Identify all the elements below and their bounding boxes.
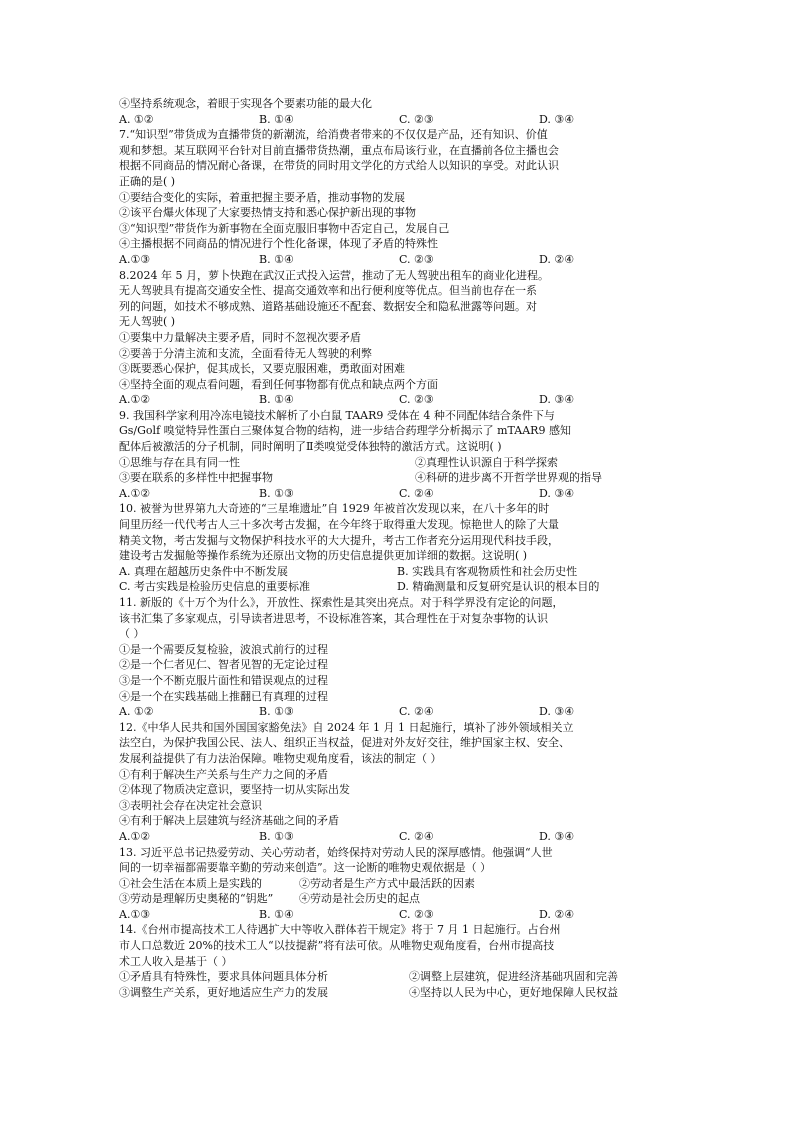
q13-options bbox=[119, 907, 679, 923]
q11-statement-4: ④是一个在实践基础上推翻已有真理的过程 bbox=[119, 689, 328, 703]
q7-stem-line-3: 根据不同商品的情况耐心备课，在带货的同时用文学化的方式给人以知识的享受。对此认识 bbox=[119, 159, 559, 173]
q7-stem-line-1: 7.“知识型”带货成为直播带货的新潮流，给消费者带来的不仅仅是产品，还有知识、价值 bbox=[119, 128, 548, 142]
q9-statement-3: ③要在联系的多样性中把握事物 bbox=[119, 471, 273, 485]
q11-statement-3: ③是一个不断克服片面性和错误观点的过程 bbox=[119, 673, 328, 687]
q7-option-b[interactable]: B. ①④ bbox=[259, 252, 294, 266]
q14-stem-line-1: 14.《台州市提高技术工人待遇扩大中等收入群体若干规定》将于 7 月 1 日起施行。占台州 bbox=[119, 923, 561, 937]
q14-statements-row-2 bbox=[119, 985, 679, 1001]
q12-statement-3: ③表明社会存在决定社会意识 bbox=[119, 798, 262, 812]
q8-option-a[interactable]: A.①② bbox=[119, 393, 151, 407]
q9-option-d[interactable]: D. ③④ bbox=[539, 486, 575, 500]
q10-stem-line-4: 建设考古发掘舱等操作系统为还原出文物的历史信息提供更加详细的数据。这说明( ) bbox=[119, 549, 528, 563]
q9-option-c[interactable]: C. ②④ bbox=[399, 486, 434, 500]
q8-option-b[interactable]: B. ①④ bbox=[259, 393, 294, 407]
q8-option-c[interactable]: C. ②③ bbox=[399, 393, 434, 407]
q11-statement-2: ②是一个仁者见仁、智者见智的无定论过程 bbox=[119, 658, 328, 672]
q11-stem-line-3: （ ） bbox=[119, 627, 145, 641]
q9-option-b[interactable]: B. ①③ bbox=[259, 486, 294, 500]
q12-option-a[interactable]: A.①② bbox=[119, 829, 151, 843]
q12-options bbox=[119, 829, 679, 845]
q9-options bbox=[119, 486, 679, 502]
q12-option-d[interactable]: D. ③④ bbox=[539, 829, 575, 843]
q11-options bbox=[119, 704, 679, 720]
q9-stem-line-1: 9. 我国科学家利用冷冻电镜技术解析了小白鼠 TAAR9 受体在 4 种不同配体结合条件下与 bbox=[119, 408, 555, 422]
q11-statement-1: ①是一个需要反复检验，波浪式前行的过程 bbox=[119, 642, 328, 656]
q11-option-c[interactable]: C. ②④ bbox=[399, 705, 434, 719]
q10-option-c[interactable]: C. 考古实践是检验历史信息的重要标准 bbox=[119, 580, 311, 594]
q14-statement-4: ④坚持以人民为中心，更好地保障人民权益 bbox=[409, 985, 618, 999]
q8-stem-line-2: 无人驾驶具有提高交通安全性、提高交通效率和出行便利度等优点。但当前也存在一系 bbox=[119, 284, 537, 298]
q11-option-a[interactable]: A. ①② bbox=[119, 705, 154, 719]
q7-statement-2: ②该平台爆火体现了大家要热情支持和悉心保护新出现的事物 bbox=[119, 206, 416, 220]
q11-option-b[interactable]: B. ①③ bbox=[259, 705, 294, 719]
q13-option-a[interactable]: A.①③ bbox=[119, 907, 151, 921]
q9-option-a[interactable]: A.①② bbox=[119, 486, 151, 500]
q13-statement-1: ①社会生活在本质上是实践的 bbox=[119, 876, 262, 890]
q6-option-d[interactable]: D. ③④ bbox=[539, 112, 575, 126]
q12-stem-line-2: 法空白，为保护我国公民、法人、组织正当权益，促进对外友好交往，维护国家主权、安全、 bbox=[119, 736, 570, 750]
q8-stem-line-1: 8.2024 年 5 月，萝卜快跑在武汉正式投入运营，推动了无人驾驶出租车的商业化进程。 bbox=[119, 268, 549, 282]
q13-stem-line-2: 间的一切幸福都需要靠辛勤的劳动来创造”。这一论断的唯物史观依据是（ ） bbox=[119, 861, 492, 875]
q12-statement-4: ④有利于解决上层建筑与经济基础之间的矛盾 bbox=[119, 814, 339, 828]
q7-stem-line-4: 正确的是( ) bbox=[119, 174, 176, 188]
q14-statement-1: ①矛盾具有特殊性，要求具体问题具体分析 bbox=[119, 970, 328, 984]
q8-stem-line-3: 列的问题，如技术不够成熟、道路基础设施还不配套、数据安全和隐私泄露等问题。对 bbox=[119, 299, 537, 313]
q10-stem-line-2: 间里历经一代代考古人三十多次考古发掘，在今年终于取得重大发现。惊艳世人的除了大量 bbox=[119, 518, 559, 532]
q11-stem-line-2: 该书汇集了多家观点，引导读者进思考，不设标准答案，其合理性在于对复杂事物的认识 bbox=[119, 611, 548, 625]
q6-option-a[interactable]: A. ①② bbox=[119, 112, 154, 126]
q6-option-b[interactable]: B. ①④ bbox=[259, 112, 294, 126]
q13-stem-line-1: 13. 习近平总书记热爱劳动、关心劳动者，始终保持对劳动人民的深厚感情。他强调“人世 bbox=[119, 845, 553, 859]
q8-option-d[interactable]: D. ③④ bbox=[539, 393, 575, 407]
q14-statements-row-1 bbox=[119, 969, 679, 985]
q13-statements-row-2 bbox=[119, 891, 679, 907]
q7-option-a[interactable]: A.①③ bbox=[119, 252, 151, 266]
q10-options-row-1 bbox=[119, 564, 679, 580]
q6-options bbox=[119, 112, 679, 128]
q10-option-a[interactable]: A. 真理在超越历史条件中不断发展 bbox=[119, 564, 288, 578]
q11-stem-line-1: 11. 新版的《十万个为什么》，开放性、探索性是其突出亮点。对于科学界没有定论的问题， bbox=[119, 596, 564, 609]
q12-statement-2: ②体现了物质决定意识，要坚持一切从实际出发 bbox=[119, 783, 350, 797]
q10-stem-line-3: 精美文物，考古发掘与文物保护科技水平的大大提升，考古工作者充分运用现代科技手段， bbox=[119, 533, 559, 547]
q8-options bbox=[119, 392, 679, 408]
q8-statement-2: ②要善于分清主流和支流，全面看待无人驾驶的利弊 bbox=[119, 346, 372, 360]
q12-stem-line-3: 发展利益提供了有力法治保障。唯物史观角度看，该法的制定（ ） bbox=[119, 751, 442, 765]
q9-stem-line-3: 配体后被激活的分子机制，同时阐明了Ⅱ类嗅觉受体独特的激活方式。这说明( ) bbox=[119, 440, 502, 454]
q6-option-c[interactable]: C. ②③ bbox=[399, 112, 434, 126]
q7-option-d[interactable]: D. ②④ bbox=[539, 252, 575, 266]
q13-option-c[interactable]: C. ②③ bbox=[399, 907, 434, 921]
q8-statement-3: ③既要悉心保护，促其成长，又要克服困难，勇敢面对困难 bbox=[119, 362, 405, 376]
q7-statement-3: ③“知识型”带货作为新事物在全面克服旧事物中否定自己，发展自己 bbox=[119, 221, 450, 235]
q9-statements-row-2 bbox=[119, 470, 679, 486]
q12-statement-1: ①有利于解决生产关系与生产力之间的矛盾 bbox=[119, 767, 328, 781]
q13-option-b[interactable]: B. ①④ bbox=[259, 907, 294, 921]
q7-statement-1: ①要结合变化的实际，着重把握主要矛盾，推动事物的发展 bbox=[119, 190, 405, 204]
q14-stem-line-2: 市人口总数近 20%的技术工人“以技提薪”将有法可依。从唯物史观角度看，台州市提高技 bbox=[119, 939, 555, 953]
q14-statement-3: ③调整生产关系，更好地适应生产力的发展 bbox=[119, 985, 328, 999]
q7-stem-line-2: 观和梦想。某互联网平台针对目前直播带货热潮，重点布局该行业，在直播前各位主播也会 bbox=[119, 143, 559, 157]
exam-page bbox=[119, 96, 679, 1000]
q10-option-b[interactable]: B. 实践具有客观物质性和社会历史性 bbox=[397, 564, 578, 578]
q13-option-d[interactable]: D. ②④ bbox=[539, 907, 575, 921]
q12-option-b[interactable]: B. ①③ bbox=[259, 829, 294, 843]
q9-statement-4: ④科研的进步离不开哲学世界观的指导 bbox=[415, 471, 602, 485]
q11-option-d[interactable]: D. ③④ bbox=[539, 705, 575, 719]
q7-statement-4: ④主播根据不同商品的情况进行个性化备课，体现了矛盾的特殊性 bbox=[119, 237, 438, 251]
q9-statements-row-1 bbox=[119, 455, 679, 471]
q13-statement-4: ④劳动是社会历史的起点 bbox=[299, 892, 420, 906]
q8-statement-1: ①要集中力量解决主要矛盾，同时不忽视次要矛盾 bbox=[119, 330, 361, 344]
q13-statement-2: ②劳动者是生产方式中最活跃的因素 bbox=[299, 876, 475, 890]
q10-option-d[interactable]: D. 精确测量和反复研究是认识的根本目的 bbox=[397, 580, 600, 594]
q12-option-c[interactable]: C. ②④ bbox=[399, 829, 434, 843]
q10-options-row-2 bbox=[119, 579, 679, 595]
q9-statement-1: ①思维与存在具有同一性 bbox=[119, 455, 240, 469]
q9-stem-line-2: Gs/Golf 嗅觉特异性蛋白三聚体复合物的结构，进一步结合药理学分析揭示了 mTAAR9 感知 bbox=[119, 424, 571, 438]
q14-stem-line-3: 术工人收入是基于（ ） bbox=[119, 954, 233, 968]
q8-stem-line-4: 无人驾驶( ) bbox=[119, 315, 176, 329]
q12-stem-line-1: 12.《中华人民共和国外国国家豁免法》自 2024 年 1 月 1 日起施行，填补了涉外领域相关立 bbox=[119, 720, 574, 734]
q9-statement-2: ②真理性认识源自于科学探索 bbox=[415, 455, 558, 469]
q7-option-c[interactable]: C. ②③ bbox=[399, 252, 434, 266]
q13-statement-3: ③劳动是理解历史奥秘的“钥匙” bbox=[119, 892, 274, 906]
q8-statement-4: ④坚持全面的观点看问题，看到任何事物都有优点和缺点两个方面 bbox=[119, 377, 438, 391]
q7-options bbox=[119, 252, 679, 268]
q6-statement-4: ④坚持系统观念，着眼于实现各个要素功能的最大化 bbox=[119, 97, 372, 110]
q14-statement-2: ②调整上层建筑，促进经济基础巩固和完善 bbox=[409, 970, 618, 984]
q13-statements-row-1 bbox=[119, 876, 679, 892]
q10-stem-line-1: 10. 被誉为世界第九大奇迹的“三星堆遗址”自 1929 年被首次发现以来，在八十多年的时 bbox=[119, 502, 550, 516]
